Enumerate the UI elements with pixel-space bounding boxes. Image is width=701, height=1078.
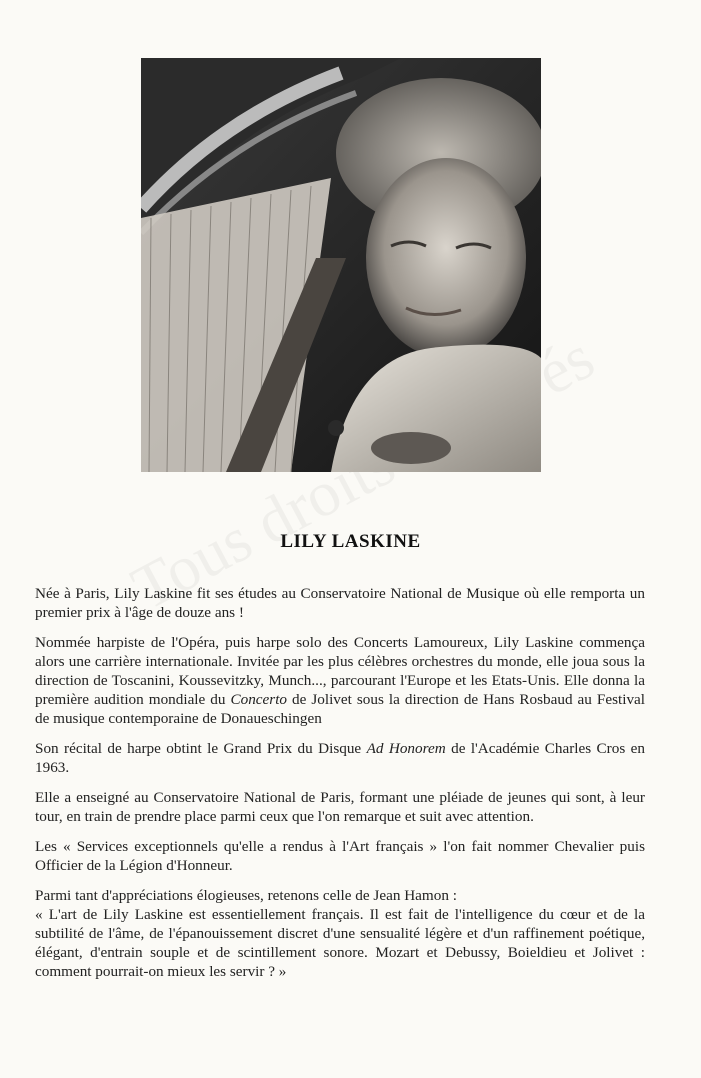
paragraph-career-text-2: de Jolivet sous la direction de Hans Rosbaud au Festival de musique contemporaine de Donaueschingen xyxy=(35,691,645,727)
paragraph-teaching xyxy=(35,788,645,826)
paragraph-birth-text: Née à Paris, Lily Laskine fit ses études au Conservatoire National de Musique où elle remporta un premier prix à l'âge de douze ans ! xyxy=(35,585,645,621)
paragraph-award-text-1: Son récital de harpe obtint le Grand Prix du Disque xyxy=(35,740,367,757)
paragraph-honours xyxy=(35,837,645,875)
portrait-photo xyxy=(141,58,541,472)
paragraph-honours-text: Les « Services exceptionnels qu'elle a rendus à l'Art français » l'on fait nommer Chevalier puis Officier de la Légion d'Honneur. xyxy=(35,838,645,874)
paragraph-award-text-2: de l'Académie Charles Cros en 1963. xyxy=(35,740,645,776)
paragraph-career-text-1: Nommée harpiste de l'Opéra, puis harpe solo des Concerts Lamoureux, Lily Laskine commença alors une carrière internationale. Invitée par les plus célèbres orchestres du monde, elle joua sous la direction de Toscanini, Koussevitzky, Munch..., parcourant l'Europe et les Etats-Unis. Elle donna la première audition mondiale du xyxy=(35,634,645,708)
quote-text: « L'art de Lily Laskine est essentiellement français. Il est fait de l'intelligence du cœur et de la subtilité de l'âme, de l'épanouissement discret d'une sensualité légère et d'un raffinement poétique, élégant, d'entrain souple et de scintillement sonore. Mozart et Debussy, Boieldieu et Jolivet : comment pourrait-on mieux les servir ? » xyxy=(35,906,645,980)
paragraph-career xyxy=(35,633,645,728)
paragraph-birth xyxy=(35,584,645,622)
biography-text xyxy=(35,584,645,992)
paragraph-teaching-text: Elle a enseigné au Conservatoire National de Paris, formant une pléiade de jeunes qui sont, à leur tour, en train de prendre place parmi ceux que l'on remarque et suit avec attention. xyxy=(35,789,645,825)
page-title: LILY LASKINE xyxy=(280,531,421,552)
portrait-illustration xyxy=(141,58,541,472)
quote-intro: Parmi tant d'appréciations élogieuses, retenons celle de Jean Hamon : xyxy=(35,887,457,904)
paragraph-quote xyxy=(35,886,645,981)
paragraph-award xyxy=(35,739,645,777)
concerto-italic: Concerto xyxy=(230,691,288,708)
ad-honorem-italic: Ad Honorem xyxy=(366,740,446,757)
